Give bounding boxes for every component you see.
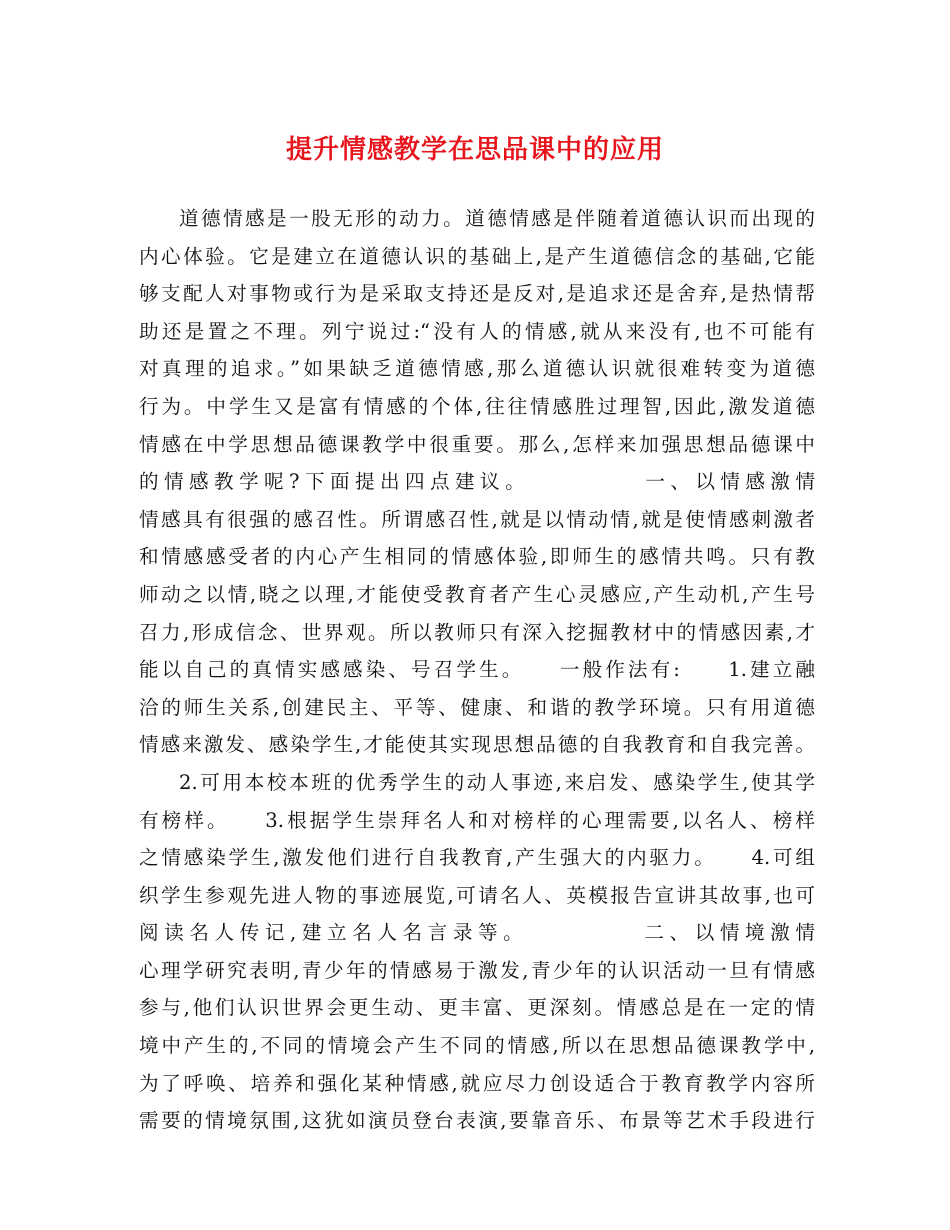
text-line: 情感来激发、感染学生,才能使其实现思想品德的自我教育和自我完善。 <box>139 733 815 757</box>
text-line: 心理学研究表明,青少年的情感易于激发,青少年的认识活动一旦有情感 <box>139 958 815 982</box>
text-line: 为了呼唤、培养和强化某种情感,就应尽力创设适合于教育教学内容所 <box>139 1071 815 1095</box>
text-line: 参与,他们认识世界会更生动、更丰富、更深刻。情感总是在一定的情 <box>139 996 815 1020</box>
text-line: 行为。中学生又是富有情感的个体,往往情感胜过理智,因此,激发道德 <box>139 394 815 418</box>
text-line: 道德情感是一股无形的动力。道德情感是伴随着道德认识而出现的 <box>179 207 815 230</box>
text-line: 织学生参观先进人物的事迹展览,可请名人、英模报告宣讲其故事,也可 <box>139 883 815 907</box>
text-line: 2.可用本校本班的优秀学生的动人事迹,来启发、感染学生,使其学 <box>179 770 815 794</box>
text-line: 够支配人对事物或行为是采取支持还是反对,是追求还是舍弃,是热情帮 <box>139 282 815 306</box>
text-line: 有榜样。 3.根据学生崇拜名人和对榜样的心理需要,以名人、榜样 <box>139 808 815 832</box>
text-line: 助还是置之不理。列宁说过:“没有人的情感,就从来没有,也不可能有 <box>139 319 815 343</box>
text-line: 能以自己的真情实感感染、号召学生。 一般作法有: 1.建立融 <box>139 658 815 682</box>
text-line: 的情感教学呢?下面提出四点建议。 一、以情感激情 <box>139 470 815 494</box>
text-line: 内心体验。它是建立在道德认识的基础上,是产生道德信念的基础,它能 <box>139 244 815 268</box>
document-title: 提升情感教学在思品课中的应用 <box>285 135 664 165</box>
text-line: 阅读名人传记,建立名人名言录等。 二、以情境激情 <box>139 921 815 945</box>
text-line: 情感在中学思想品德课教学中很重要。那么,怎样来加强思想品德课中 <box>139 432 815 456</box>
text-line: 之情感染学生,激发他们进行自我教育,产生强大的内驱力。 4.可组 <box>139 846 815 870</box>
document-body <box>139 200 815 1140</box>
text-line: 情感具有很强的感召性。所谓感召性,就是以情动情,就是使情感刺激者 <box>139 507 815 531</box>
text-line: 师动之以情,晓之以理,才能使受教育者产生心灵感应,产生动机,产生号 <box>139 582 815 606</box>
text-line: 和情感感受者的内心产生相同的情感体验,即师生的感情共鸣。只有教 <box>139 545 815 569</box>
text-line: 洽的师生关系,创建民主、平等、健康、和谐的教学环境。只有用道德 <box>139 695 815 719</box>
text-line: 需要的情境氛围,这犹如演员登台表演,要靠音乐、布景等艺术手段进行 <box>139 1109 815 1133</box>
text-line: 召力,形成信念、世界观。所以教师只有深入挖掘教材中的情感因素,才 <box>139 620 815 644</box>
text-line: 境中产生的,不同的情境会产生不同的情感,所以在思想品德课教学中, <box>139 1034 815 1058</box>
text-line: 对真理的追求。”如果缺乏道德情感,那么道德认识就很难转变为道德 <box>139 357 815 381</box>
